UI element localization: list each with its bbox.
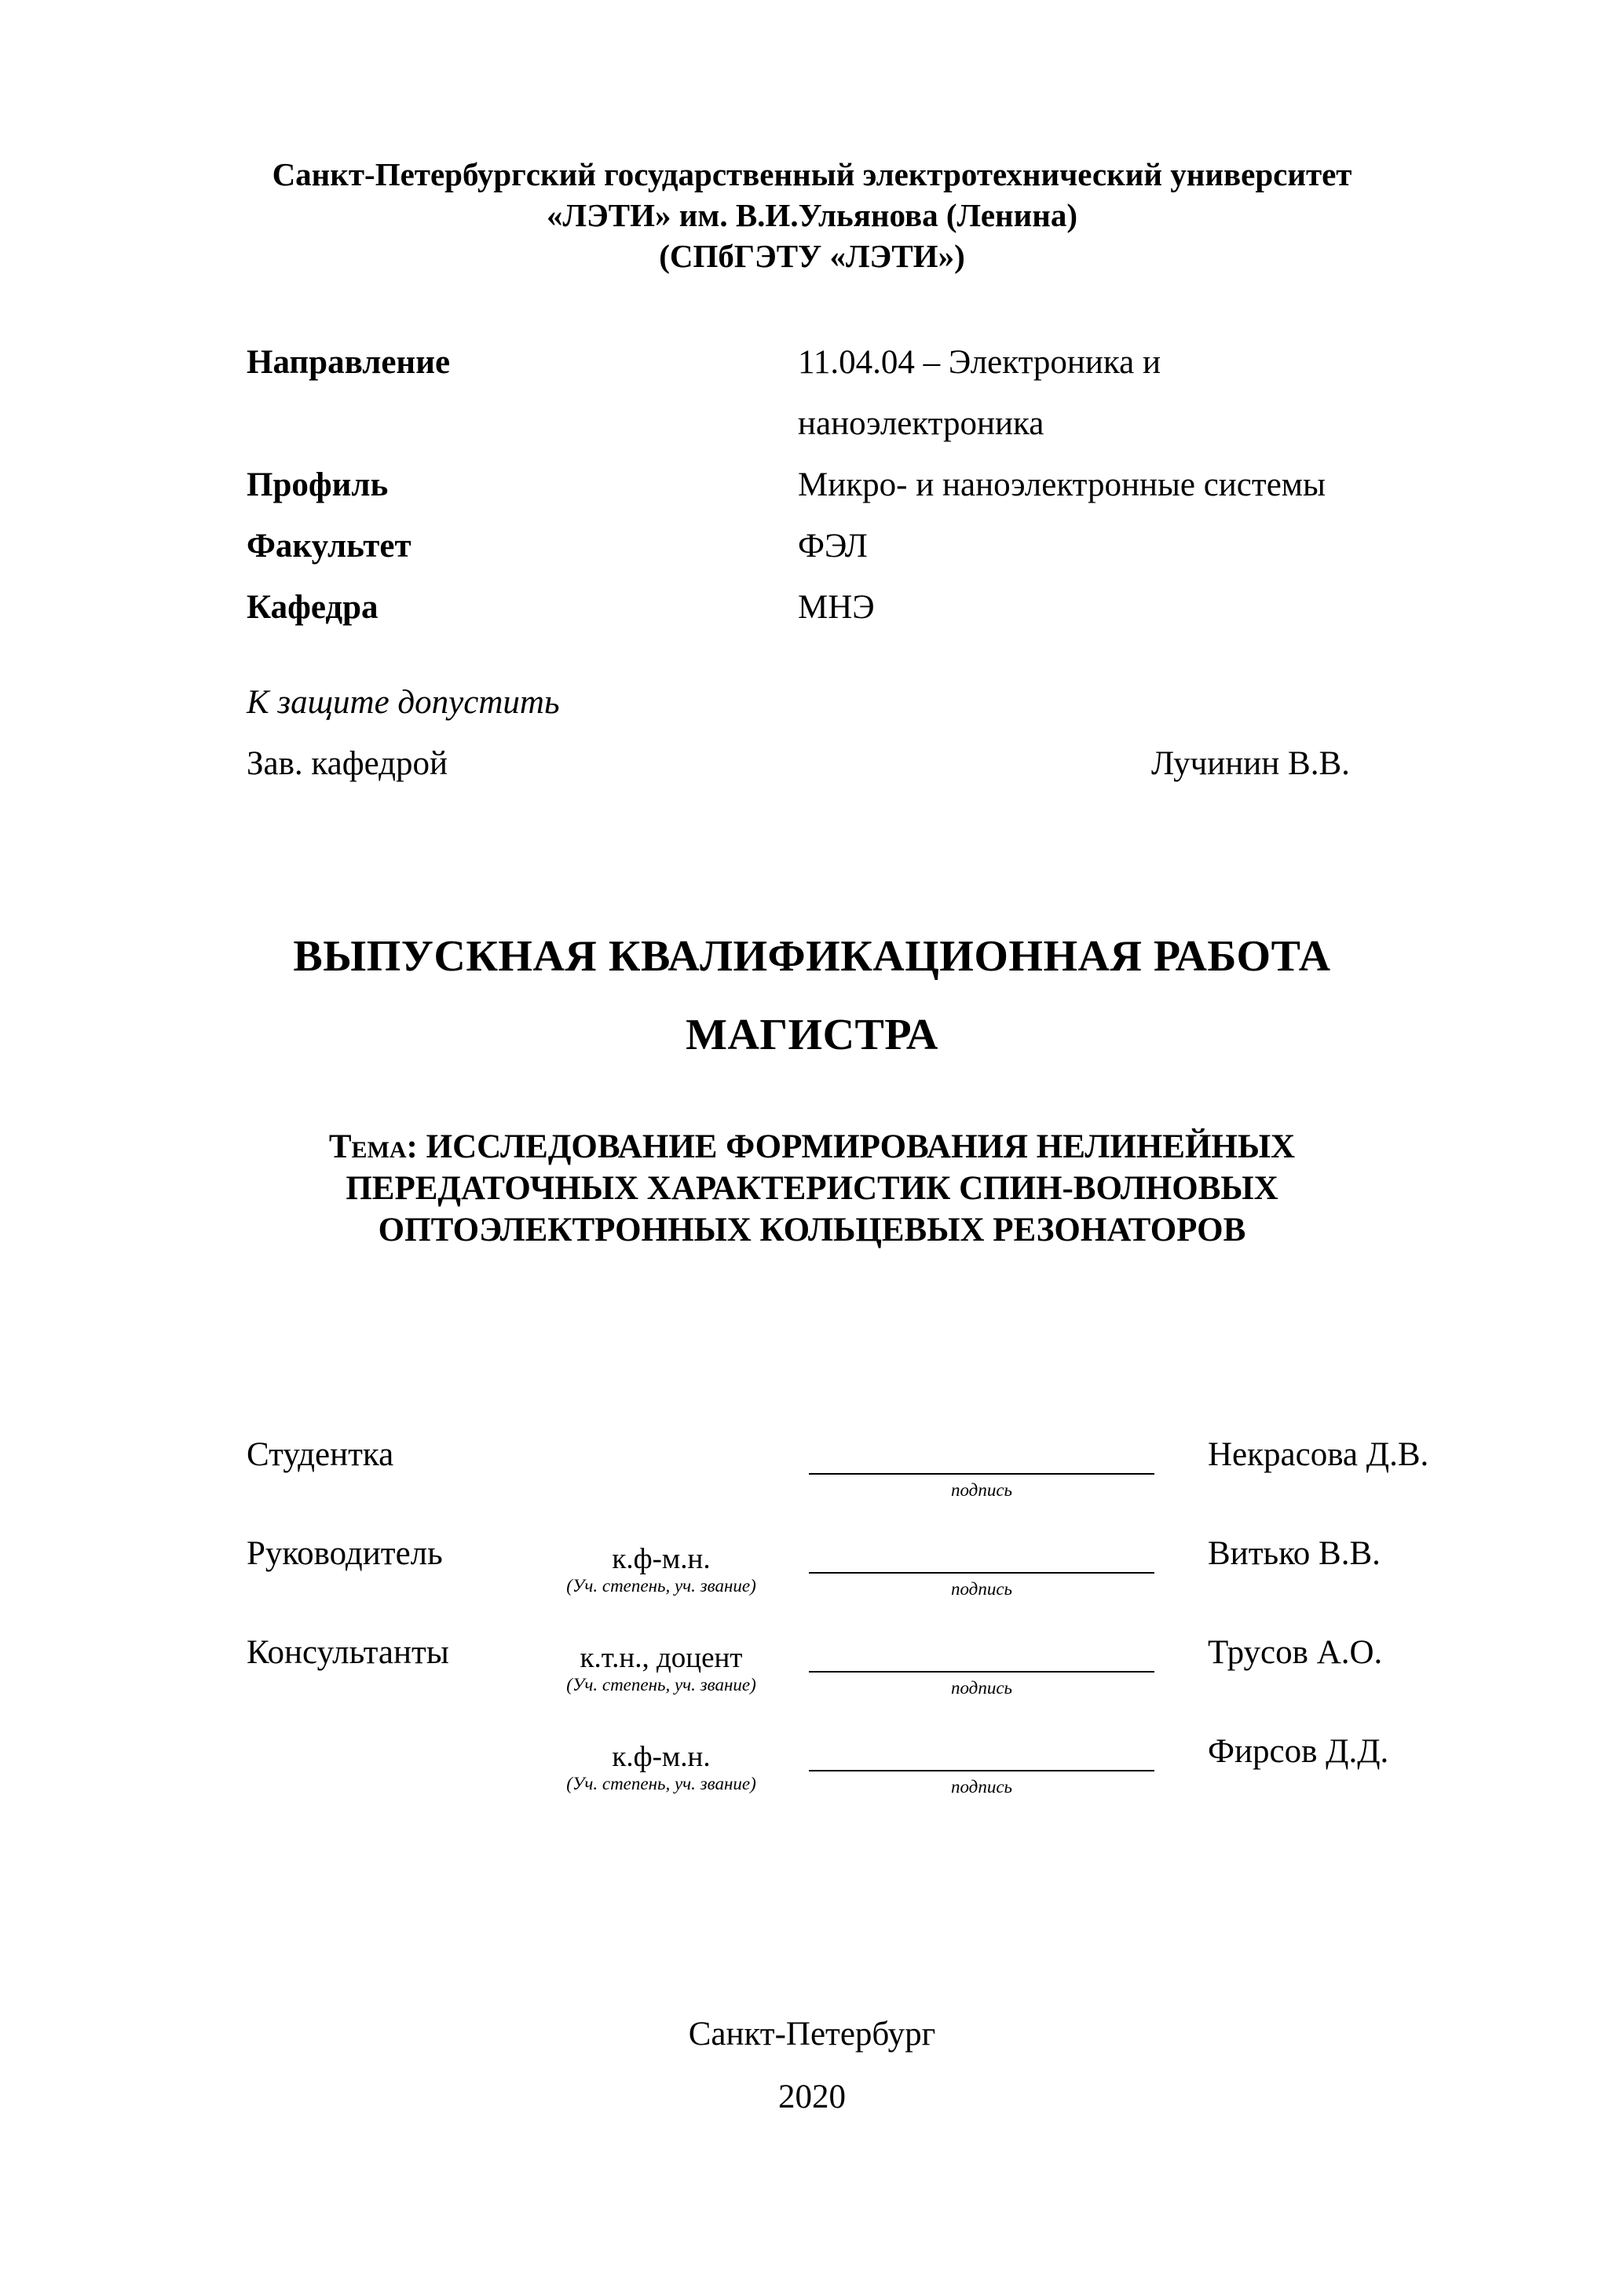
department-label: Кафедра (247, 589, 379, 626)
profile-value: Микро- и наноэлектронные системы (798, 466, 1326, 503)
department-head-name: Лучинин В.В. (1151, 745, 1350, 782)
consultant-1-degree: к.т.н., доцент (580, 1642, 743, 1674)
supervisor-degree-caption: (Уч. степень, уч. звание) (566, 1576, 756, 1596)
consultant-1-name: Трусов А.О. (1208, 1634, 1383, 1671)
consultant-2-signature-caption: подпись (950, 1777, 1012, 1797)
faculty-value: ФЭЛ (798, 528, 868, 565)
department-value: МНЭ (798, 589, 875, 626)
theme-text: : ИССЛЕДОВАНИЕ ФОРМИРОВАНИЯ НЕЛИНЕЙНЫХ (406, 1128, 1296, 1165)
theme-line-1 (0, 1128, 1624, 1167)
theme-line-2: ПЕРЕДАТОЧНЫХ ХАРАКТЕРИСТИК СПИН-ВОЛНОВЫХ (346, 1170, 1278, 1207)
direction-label: Направление (247, 344, 451, 381)
direction-value-continued: наноэлектроника (798, 405, 1044, 442)
profile-label: Профиль (247, 466, 389, 503)
consultant-2-signature-line (809, 1770, 1154, 1771)
student-signature-line (809, 1473, 1154, 1475)
student-role: Студентка (247, 1436, 394, 1473)
consultant-1-signature-caption: подпись (950, 1678, 1012, 1698)
consultant-2-degree-caption: (Уч. степень, уч. звание) (566, 1774, 756, 1793)
theme-line-3: ОПТОЭЛЕКТРОННЫХ КОЛЬЦЕВЫХ РЕЗОНАТОРОВ (378, 1212, 1246, 1249)
consultant-2-degree: к.ф-м.н. (612, 1741, 711, 1773)
faculty-label: Факультет (247, 528, 411, 565)
university-abbreviation: (СПбГЭТУ «ЛЭТИ») (659, 238, 965, 274)
supervisor-signature-line (809, 1572, 1154, 1574)
supervisor-degree: к.ф-м.н. (612, 1543, 711, 1575)
university-name: Санкт-Петербургский государственный электротехнический университет (272, 156, 1352, 192)
city: Санкт-Петербург (688, 2016, 936, 2053)
consultant-1-signature-line (809, 1671, 1154, 1673)
student-name: Некрасова Д.В. (1208, 1436, 1429, 1473)
consultant-2-name: Фирсов Д.Д. (1208, 1733, 1389, 1770)
document-title-continued: МАГИСТРА (686, 1011, 938, 1059)
direction-value: 11.04.04 – Электроника и (798, 344, 1161, 381)
consultants-role: Консультанты (247, 1634, 449, 1671)
document-title: ВЫПУСКНАЯ КВАЛИФИКАЦИОННАЯ РАБОТА (293, 932, 1331, 981)
department-head-label: Зав. кафедрой (247, 745, 448, 782)
supervisor-name: Витько В.В. (1208, 1535, 1381, 1572)
supervisor-role: Руководитель (247, 1535, 443, 1572)
year: 2020 (778, 2078, 846, 2115)
student-signature-caption: подпись (950, 1480, 1012, 1500)
university-name-short: «ЛЭТИ» им. В.И.Ульянова (Ленина) (546, 197, 1078, 233)
supervisor-signature-caption: подпись (950, 1579, 1012, 1599)
admission-note: К защите допустить (247, 684, 560, 721)
consultant-1-degree-caption: (Уч. степень, уч. звание) (566, 1675, 756, 1695)
theme-prefix: Тема (328, 1128, 407, 1165)
